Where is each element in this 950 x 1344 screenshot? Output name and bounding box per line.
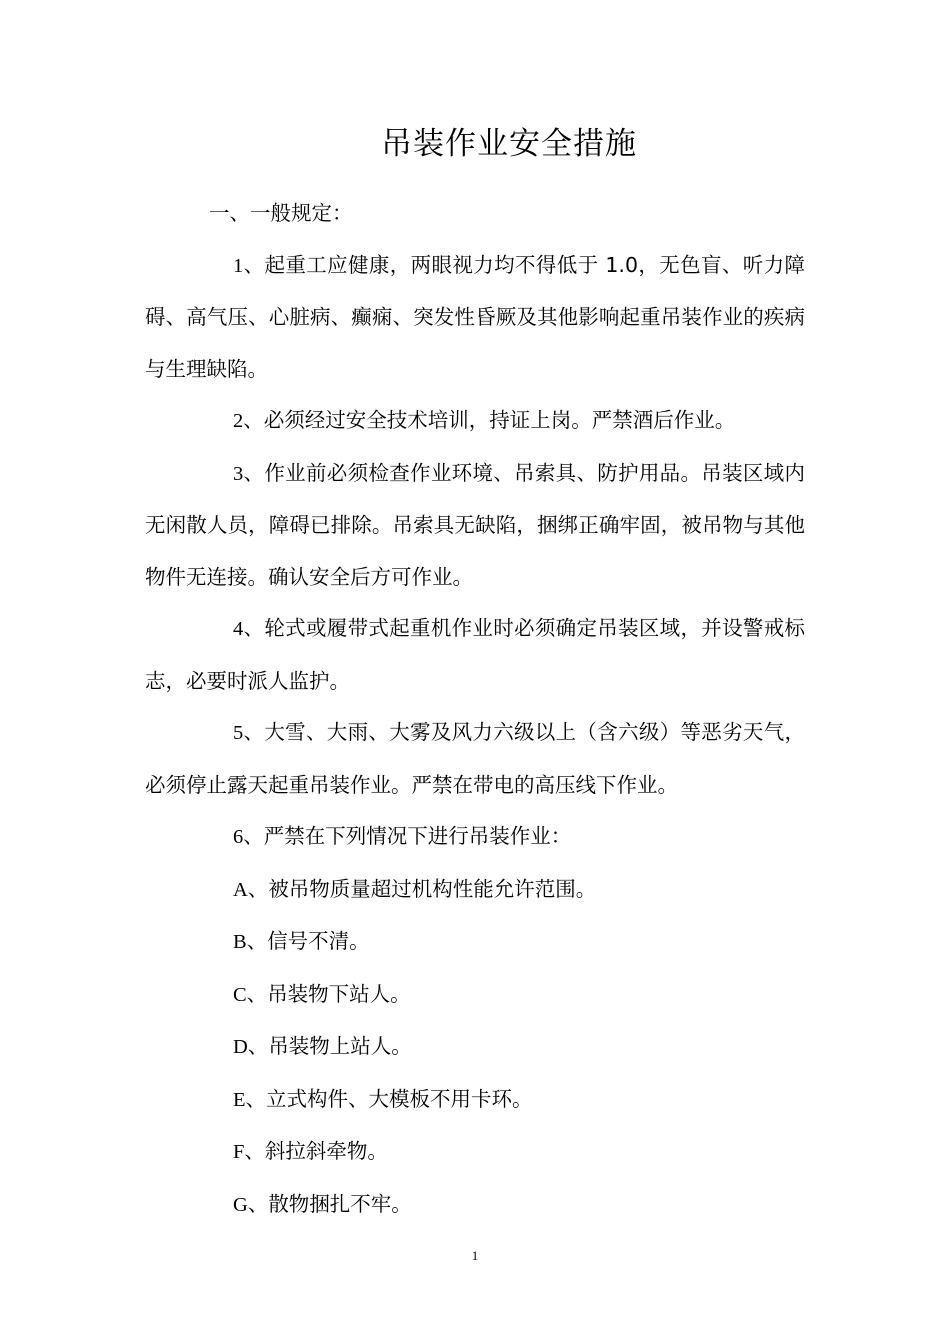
list-item-c-marker: C、 [233,983,268,1006]
paragraph-4-marker: 4、 [233,618,265,640]
paragraph-5-marker: 5、 [233,722,265,744]
list-item-g [145,1179,805,1232]
paragraph-2 [145,395,805,448]
paragraph-5-text: 大雪、大雨、大雾及风力六级以上（含六级）等恶劣天气，必须停止露天起重吊装作业。严禁在带电的高压线下作业。 [145,720,806,797]
list-item-c [145,969,805,1022]
document-body [145,188,805,1231]
list-item-f [145,1126,805,1179]
list-item-e [145,1074,805,1127]
list-item-b-text: 信号不清。 [267,929,370,953]
paragraph-1-marker: 1、 [233,254,265,277]
paragraph-4 [145,603,805,707]
list-item-d-text: 吊装物上站人。 [268,1034,412,1058]
paragraph-3-marker: 3、 [233,462,265,485]
paragraph-1 [145,240,805,396]
paragraph-3-text: 作业前必须检查作业环境、吊索具、防护用品。吊装区域内无闲散人员，障碍已排除。吊索具无缺陷，捆绑正确牢固，被吊物与其他物件无连接。确认安全后方可作业。 [145,460,806,589]
list-item-e-marker: E、 [233,1088,267,1111]
document-title: 吊装作业安全措施 [381,126,637,162]
list-item-e-text: 立式构件、大模板不用卡环。 [266,1086,533,1111]
list-item-d [145,1021,805,1074]
list-item-g-marker: G、 [233,1193,269,1216]
paragraph-6-marker: 6、 [233,826,264,848]
paragraph-3 [145,448,805,604]
list-item-d-marker: D、 [233,1036,269,1058]
paragraph-2-marker: 2、 [233,410,264,432]
paragraph-5 [145,707,805,811]
list-item-c-text: 吊装物下站人。 [267,981,411,1006]
list-item-f-marker: F、 [233,1141,265,1163]
paragraph-1-text: 起重工应健康，两眼视力均不得低于 1.0，无色盲、听力障碍、高气压、心脏病、癫痫、突发性昏厥及其他影响起重吊装作业的疾病与生理缺陷。 [145,252,805,381]
paragraph-2-text: 必须经过安全技术培训，持证上岗。严禁酒后作业。 [263,408,736,432]
paragraph-6 [145,811,805,864]
section-heading: 一、一般规定： [209,201,353,225]
list-item-a-text: 被吊物质量超过机构性能允许范围。 [268,876,597,901]
list-item-b [145,916,805,969]
paragraph-6-text: 严禁在下列情况下进行吊装作业： [263,824,572,848]
list-item-b-marker: B、 [233,931,268,953]
page-number: 1 [471,1248,479,1263]
list-item-a-marker: A、 [233,878,269,901]
list-item-a [145,864,805,917]
paragraph-4-text: 轮式或履带式起重机作业时必须确定吊装区域，并设警戒标志，必要时派人监护。 [145,616,806,693]
list-item-f-text: 斜拉斜牵物。 [264,1139,388,1163]
list-item-g-text: 散物捆扎不牢。 [268,1191,412,1216]
